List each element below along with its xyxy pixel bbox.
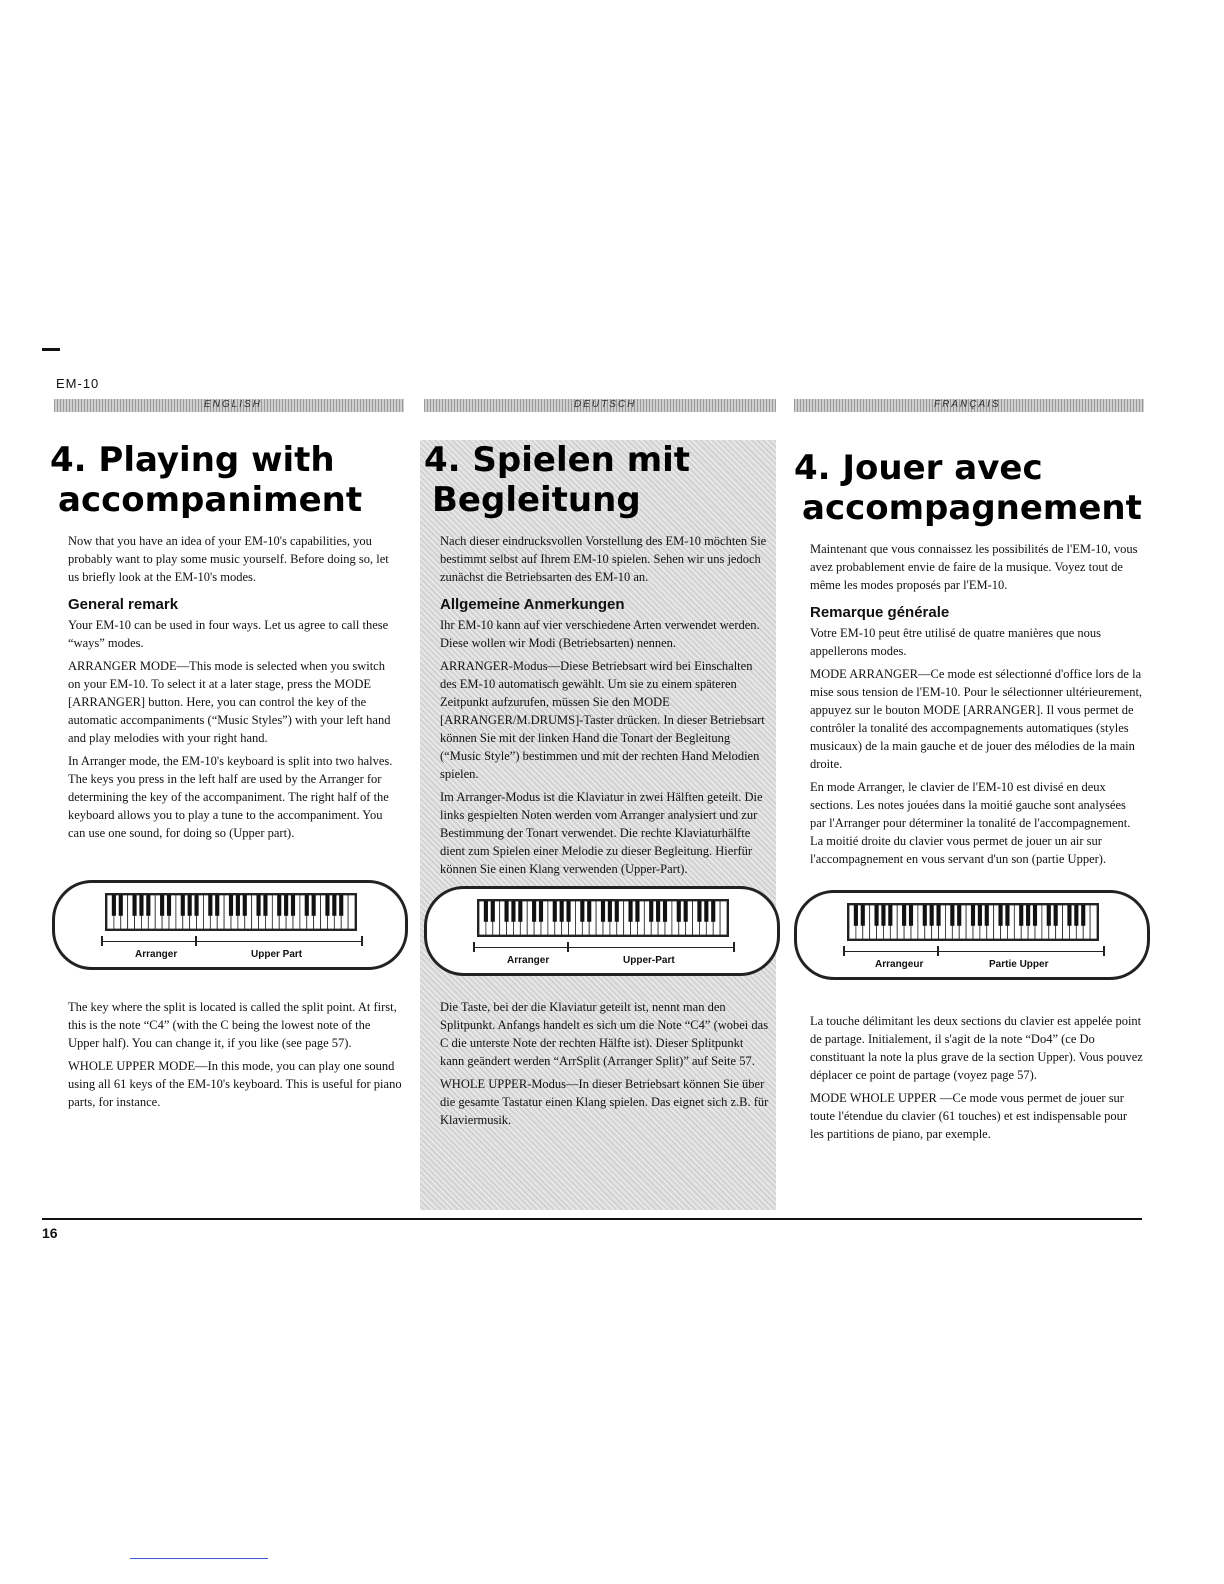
- english-paragraph: In Arranger mode, the EM-10's keyboard is split into two halves. The keys you press in the left half are used by the Arranger for determining the key of the accompaniment. The right half of the keyboard allows you to play a tune to the accompaniment. You can use one sound, for doing so (Upper part).: [68, 754, 393, 840]
- black-key: [1033, 905, 1037, 926]
- francais-column: [794, 448, 1144, 873]
- black-key: [930, 905, 934, 926]
- english-title-line1: 4. Playing with: [50, 440, 335, 480]
- black-key: [1005, 905, 1009, 926]
- english-bar: [54, 399, 404, 412]
- white-key: [348, 895, 355, 929]
- black-key: [998, 905, 1002, 926]
- arranger-label: Arranger: [507, 955, 550, 966]
- black-key: [704, 901, 708, 922]
- black-key: [181, 895, 185, 916]
- black-key: [985, 905, 989, 926]
- black-key: [291, 895, 295, 916]
- english-heading: General remark: [68, 596, 179, 613]
- black-key: [312, 895, 316, 916]
- black-key: [649, 901, 653, 922]
- francais-bar: [794, 399, 1144, 412]
- deutsch-label: DEUTSCH: [574, 399, 637, 410]
- black-key: [615, 901, 619, 922]
- black-key: [1074, 905, 1078, 926]
- black-key: [1019, 905, 1023, 926]
- english-after-diagram: [68, 998, 404, 1116]
- deutsch-after-diagram: [440, 998, 770, 1134]
- keyboard-keys: [477, 899, 729, 937]
- black-key: [909, 905, 913, 926]
- blue-underline: [130, 1558, 268, 1559]
- split-range-line: [101, 941, 361, 942]
- black-key: [504, 901, 508, 922]
- range-start-marker: [101, 936, 103, 946]
- deutsch-paragraph: WHOLE UPPER-Modus—In dieser Betriebsart können Sie über die gesamte Tastatur einen Klang spielen. Das eignet sich z.B. für Klaviermusik.: [440, 1077, 769, 1127]
- footer-rule: [42, 1218, 1142, 1220]
- english-paragraph: ARRANGER MODE—This mode is selected when you switch on your EM-10. To select it at a later stage, press the MODE [ARRANGER] button. Here, you can control the key of the automatic accompaniments (“Music Styles”) with your left hand and play melodies with your right hand.: [68, 659, 391, 745]
- francais-paragraph: Votre EM-10 peut être utilisé de quatre manières que nous appellerons modes.: [810, 626, 1102, 658]
- range-start-marker: [473, 942, 475, 952]
- english-label: ENGLISH: [204, 399, 262, 410]
- deutsch-column: [424, 440, 774, 883]
- range-end-marker: [361, 936, 363, 946]
- split-point-marker: [567, 942, 569, 952]
- black-key: [119, 895, 123, 916]
- black-key: [325, 895, 329, 916]
- black-key: [215, 895, 219, 916]
- english-keyboard-diagram: [52, 880, 408, 970]
- black-key: [697, 901, 701, 922]
- deutsch-paragraph: Die Taste, bei der die Klaviatur geteilt ist, nennt man den Splitpunkt. Anfangs handelt es sich um die Note “C4” (wobei das C die unterste Note der rechten Hälfte ist). Dieser Splitpunkt kann geändert werden “ArrSplit (Arranger Split)” auf Seite 57.: [440, 1000, 769, 1068]
- black-key: [511, 901, 515, 922]
- black-key: [146, 895, 150, 916]
- black-key: [188, 895, 192, 916]
- black-key: [957, 905, 961, 926]
- black-key: [677, 901, 681, 922]
- deutsch-paragraph: Ihr EM-10 kann auf vier verschiedene Arten verwendet werden. Diese wollen wir Modi (Betriebsarten) nennen.: [440, 618, 760, 650]
- francais-after-diagram: [810, 1012, 1144, 1148]
- francais-body: [794, 540, 1144, 868]
- black-key: [305, 895, 309, 916]
- black-key: [628, 901, 632, 922]
- francais-paragraph: MODE ARRANGER—Ce mode est sélectionné d'office lors de la mise sous tension de l'EM-10. Pour le sélectionner ultérieurement, appuyez sur le bouton MODE [ARRANGER]. Il vous permet de contrôler la tonalité des accompagnements automatiques (styles musicaux) de la main gauche et de jouer des mélodies de la main droite.: [810, 667, 1143, 771]
- deutsch-heading: Allgemeine Anmerkungen: [440, 596, 625, 613]
- black-key: [1067, 905, 1071, 926]
- black-key: [553, 901, 557, 922]
- english-paragraph: The key where the split is located is called the split point. At first, this is the note “C4” (with the C being the lowest note of the Upper half). You can change it, if you like (see page 57).: [68, 1000, 397, 1050]
- black-key: [194, 895, 198, 916]
- english-title-line2: accompaniment: [58, 480, 363, 520]
- english-intro: Now that you have an idea of your EM-10's capabilities, you probably want to play some music yourself. Before doing so, let us briefly look at the EM-10's modes.: [68, 534, 389, 584]
- black-key: [923, 905, 927, 926]
- black-key: [950, 905, 954, 926]
- black-key: [711, 901, 715, 922]
- francais-intro: Maintenant que vous connaissez les possibilités de l'EM-10, vous avez probablement envie de faire de la musique. Voyez tout de même les modes proposés par l'EM-10.: [810, 542, 1138, 592]
- black-key: [936, 905, 940, 926]
- deutsch-keyboard-diagram: [424, 886, 780, 976]
- black-key: [881, 905, 885, 926]
- range-end-marker: [1103, 946, 1105, 956]
- black-key: [854, 905, 858, 926]
- francais-paragraph: MODE WHOLE UPPER —Ce mode vous permet de jouer sur toute l'étendue du clavier (61 touches) et est indispensable pour les partitions de piano, par exemple.: [810, 1091, 1128, 1141]
- black-key: [1047, 905, 1051, 926]
- split-range-line: [843, 951, 1103, 952]
- francais-keyboard-diagram: [794, 890, 1150, 980]
- black-key: [874, 905, 878, 926]
- black-key: [560, 901, 564, 922]
- arranger-label: Arranger: [135, 949, 178, 960]
- white-key: [1090, 905, 1097, 939]
- deutsch-paragraph: Im Arranger-Modus ist die Klaviatur in zwei Hälften geteilt. Die links gespielten Noten werden vom Arranger analysiert und zur Bestimmung der Tonart verwendet. Die rechte Klaviaturhälfte dient zum Spielen einer Melodie zu dieser Begleitung. Hierfür können Sie einen Klang verwenden (Upper-Part).: [440, 790, 763, 876]
- francais-title: [794, 448, 1144, 528]
- black-key: [263, 895, 267, 916]
- range-end-marker: [733, 942, 735, 952]
- black-key: [580, 901, 584, 922]
- black-key: [861, 905, 865, 926]
- black-key: [601, 901, 605, 922]
- black-key: [139, 895, 143, 916]
- black-key: [1081, 905, 1085, 926]
- black-key: [167, 895, 171, 916]
- black-key: [132, 895, 136, 916]
- black-key: [902, 905, 906, 926]
- split-range-line: [473, 947, 733, 948]
- black-key: [491, 901, 495, 922]
- upper-part-label: Partie Upper: [989, 959, 1049, 970]
- black-key: [332, 895, 336, 916]
- page-number: 16: [42, 1225, 58, 1241]
- black-key: [236, 895, 240, 916]
- split-point-marker: [195, 936, 197, 946]
- black-key: [243, 895, 247, 916]
- upper-part-label: Upper-Part: [623, 955, 675, 966]
- black-key: [1026, 905, 1030, 926]
- english-column: [50, 440, 400, 847]
- francais-label: FRANÇAIS: [934, 399, 1001, 410]
- black-key: [663, 901, 667, 922]
- francais-paragraph: En mode Arranger, le clavier de l'EM-10 est divisé en deux sections. Les notes jouées dans la moitié gauche sont analysées par l'Arranger pour déterminer la tonalité de l'accompagnement. La moitié droite du clavier vous permet de jouer un air sur l'accompagnement en vous servant d'un son (partie Upper).: [810, 780, 1131, 866]
- english-paragraph: Your EM-10 can be used in four ways. Let us agree to call these “ways” modes.: [68, 618, 389, 650]
- split-point-marker: [937, 946, 939, 956]
- deutsch-title: [424, 440, 774, 520]
- model-name: EM-10: [56, 376, 100, 391]
- english-title: [50, 440, 400, 520]
- black-key: [229, 895, 233, 916]
- deutsch-body: [424, 532, 774, 878]
- francais-heading: Remarque générale: [810, 604, 950, 621]
- black-key: [587, 901, 591, 922]
- black-key: [656, 901, 660, 922]
- keyboard-keys: [105, 893, 357, 931]
- deutsch-paragraph: ARRANGER-Modus—Diese Betriebsart wird bei Einschalten des EM-10 automatisch gewählt. Um sie zu einem späteren Zeitpunkt aufzurufen, müssen Sie den MODE [ARRANGER/M.DRUMS]-Taster drücken. In dieser Betriebsart können Sie mit der linken Hand die Tonart der Begleitung (“Music Style”) bestimmen und mit der rechten Hand Melodien spielen.: [440, 659, 765, 781]
- black-key: [484, 901, 488, 922]
- white-key: [720, 901, 727, 935]
- black-key: [971, 905, 975, 926]
- arranger-label: Arrangeur: [875, 959, 924, 970]
- deutsch-bar: [424, 399, 776, 412]
- upper-part-label: Upper Part: [251, 949, 303, 960]
- francais-title-line1: 4. Jouer avec: [794, 448, 1043, 488]
- keyboard-keys: [847, 903, 1099, 941]
- english-body: [50, 532, 400, 842]
- black-key: [888, 905, 892, 926]
- francais-title-line2: accompagnement: [802, 488, 1142, 528]
- francais-paragraph: La touche délimitant les deux sections du clavier est appelée point de partage. Initialement, il s'agit de la note “Do4” (ce Do constituant la note la plus grave de la section Upper). Vous pouvez déplacer ce point de partage (voyez page 57).: [810, 1014, 1143, 1082]
- black-key: [1054, 905, 1058, 926]
- black-key: [256, 895, 260, 916]
- black-key: [978, 905, 982, 926]
- top-dash: [42, 348, 60, 351]
- black-key: [277, 895, 281, 916]
- black-key: [539, 901, 543, 922]
- black-key: [684, 901, 688, 922]
- black-key: [518, 901, 522, 922]
- black-key: [284, 895, 288, 916]
- deutsch-title-line2: Begleitung: [432, 480, 641, 520]
- black-key: [112, 895, 116, 916]
- black-key: [339, 895, 343, 916]
- black-key: [208, 895, 212, 916]
- deutsch-title-line1: 4. Spielen mit: [424, 440, 691, 480]
- black-key: [566, 901, 570, 922]
- black-key: [635, 901, 639, 922]
- black-key: [160, 895, 164, 916]
- english-paragraph: WHOLE UPPER MODE—In this mode, you can play one sound using all 61 keys of the EM-10's keyboard. This is useful for piano parts, for instance.: [68, 1059, 402, 1109]
- black-key: [532, 901, 536, 922]
- deutsch-intro: Nach dieser eindrucksvollen Vorstellung des EM-10 möchten Sie bestimmt selbst auf Ihrem EM-10 spielen. Sehen wir uns jedoch zunächst die Betriebsarten des EM-10 an.: [440, 534, 767, 584]
- range-start-marker: [843, 946, 845, 956]
- black-key: [608, 901, 612, 922]
